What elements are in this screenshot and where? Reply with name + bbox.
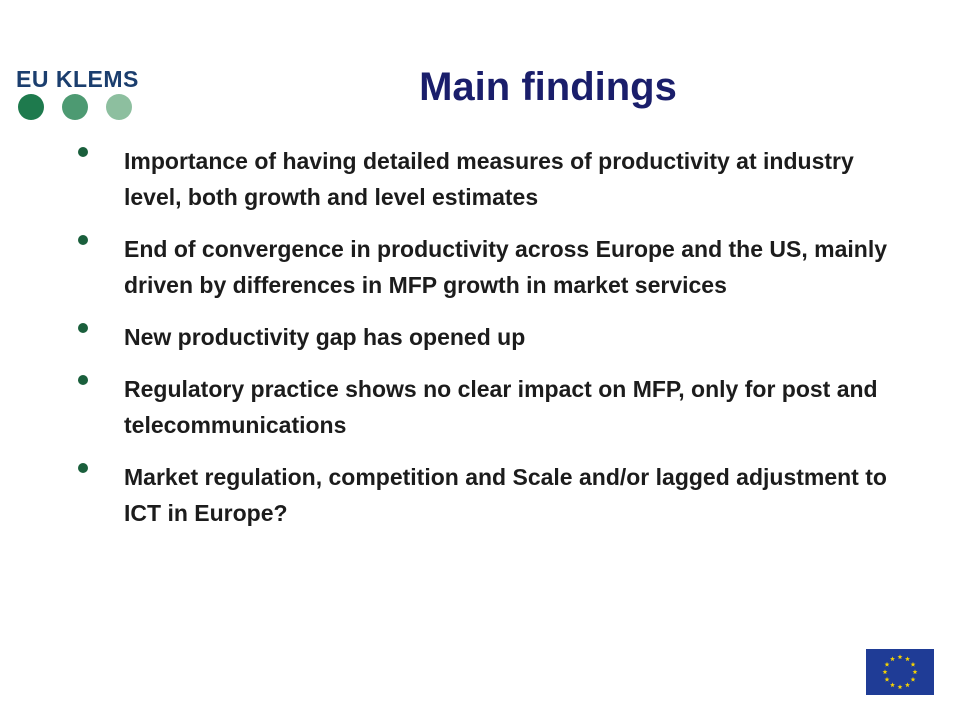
- bullet-marker: [78, 147, 88, 157]
- bullet-item: [74, 231, 904, 303]
- bullet-item: [74, 371, 904, 443]
- bullet-item: [74, 459, 904, 531]
- bullet-item: [74, 319, 904, 355]
- logo-text: EU KLEMS: [16, 66, 139, 92]
- bullet-item: [74, 143, 904, 215]
- bullet-text: Importance of having detailed measures of productivity at industry level, both growth and level estimates: [124, 148, 854, 210]
- bullet-text: New productivity gap has opened up: [124, 324, 526, 350]
- eu-flag-icon: [866, 649, 934, 695]
- bullet-list: [74, 143, 904, 547]
- bullet-marker: [78, 235, 88, 245]
- slide-title: Main findings: [419, 65, 677, 109]
- bullet-text: End of convergence in productivity across Europe and the US, mainly driven by differences in MFP growth in market services: [124, 236, 887, 298]
- bullet-marker: [78, 323, 88, 333]
- bullet-text: Regulatory practice shows no clear impact on MFP, only for post and telecommunications: [124, 376, 878, 438]
- bullet-marker: [78, 375, 88, 385]
- bullet-text: Market regulation, competition and Scale and/or lagged adjustment to ICT in Europe?: [124, 464, 887, 526]
- bullet-marker: [78, 463, 88, 473]
